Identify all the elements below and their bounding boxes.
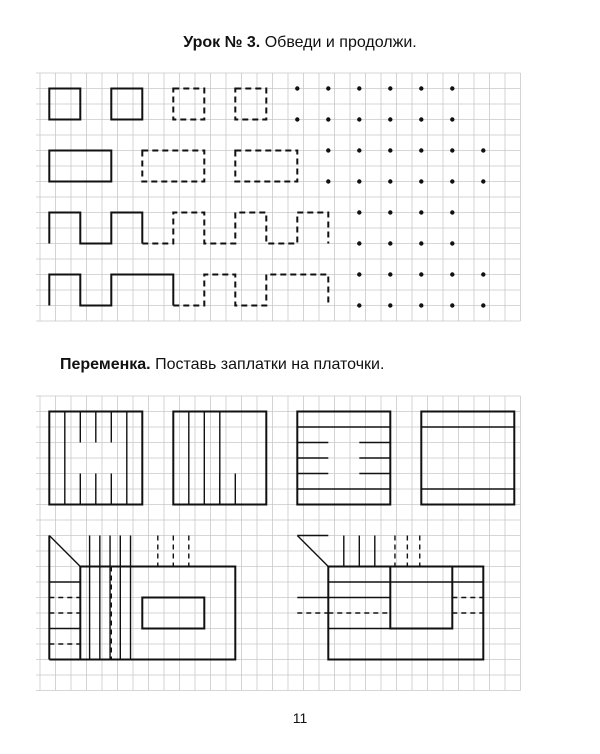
page-number: 11 — [292, 710, 308, 726]
break-heading: Переменка. — [60, 356, 151, 373]
lesson-heading: Урок № 3. — [183, 34, 261, 51]
lesson-instruction: Обведи и продолжи. — [264, 34, 417, 51]
break-instruction: Поставь заплатки на платочки. — [155, 356, 385, 373]
